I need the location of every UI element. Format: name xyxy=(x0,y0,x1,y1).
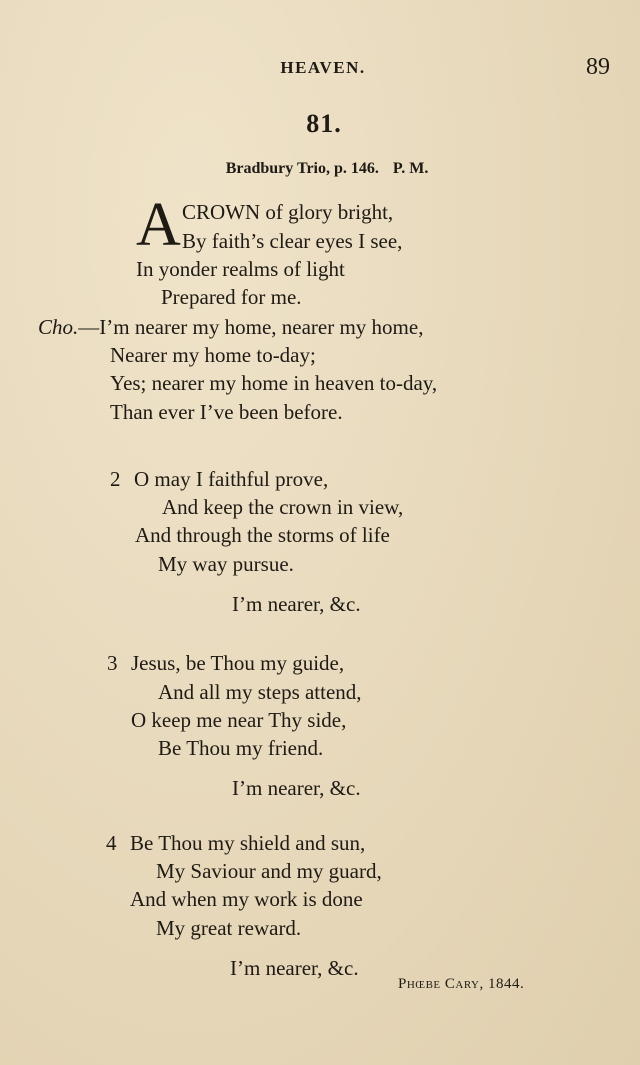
verse3-refrain: I’m nearer, &c. xyxy=(232,776,361,800)
verse2-number: 2 xyxy=(110,467,121,491)
verse2-line4: My way pursue. xyxy=(158,552,294,576)
meter: P. M. xyxy=(392,160,429,177)
chorus-line4: Than ever I’ve been before. xyxy=(110,400,343,424)
verse3-text-1: Jesus, be Thou my guide, xyxy=(131,651,345,675)
verse1-line3: In yonder realms of light xyxy=(136,257,345,281)
chorus-line2: Nearer my home to-day; xyxy=(110,343,316,367)
verse4-line1 xyxy=(106,829,365,857)
verse3-line3: O keep me near Thy side, xyxy=(131,708,347,732)
tune-name: Bradbury Trio, p. 146. xyxy=(225,160,379,177)
chorus-text-1: —I’m nearer my home, nearer my home, xyxy=(78,315,424,339)
verse3-line2: And all my steps attend, xyxy=(158,680,362,704)
verse3-number: 3 xyxy=(107,651,118,675)
chorus-label: Cho. xyxy=(38,315,79,339)
verse2-refrain: I’m nearer, &c. xyxy=(232,592,361,616)
verse4-line4: My great reward. xyxy=(156,916,302,940)
tune-reference xyxy=(0,160,640,178)
verse2-line2: And keep the crown in view, xyxy=(162,495,404,519)
author-attribution: Phœbe Cary, 1844. xyxy=(398,976,525,992)
verse3-line1 xyxy=(107,649,344,677)
verse4-number: 4 xyxy=(106,831,117,855)
running-title: HEAVEN. xyxy=(280,58,366,77)
verse2-line3: And through the storms of life xyxy=(135,523,390,547)
chorus-line1 xyxy=(38,313,423,341)
hymn-number: 81. xyxy=(306,109,342,138)
drop-cap: A xyxy=(136,191,181,259)
verse4-text-1: Be Thou my shield and sun, xyxy=(130,831,366,855)
verse2-text-1: O may I faithful prove, xyxy=(134,467,329,491)
verse1-line1: CROWN of glory bright, xyxy=(182,200,394,224)
verse4-line3: And when my work is done xyxy=(130,887,363,911)
chorus-line3: Yes; nearer my home in heaven to-day, xyxy=(110,371,438,395)
verse2-line1 xyxy=(110,465,328,493)
verse4-refrain: I’m nearer, &c. xyxy=(230,956,359,980)
verse4-line2: My Saviour and my guard, xyxy=(156,859,382,883)
verse1-line4: Prepared for me. xyxy=(161,285,302,309)
verse1-line2: By faith’s clear eyes I see, xyxy=(182,229,403,253)
verse3-line4: Be Thou my friend. xyxy=(158,736,324,760)
page-number: 89 xyxy=(586,54,610,80)
